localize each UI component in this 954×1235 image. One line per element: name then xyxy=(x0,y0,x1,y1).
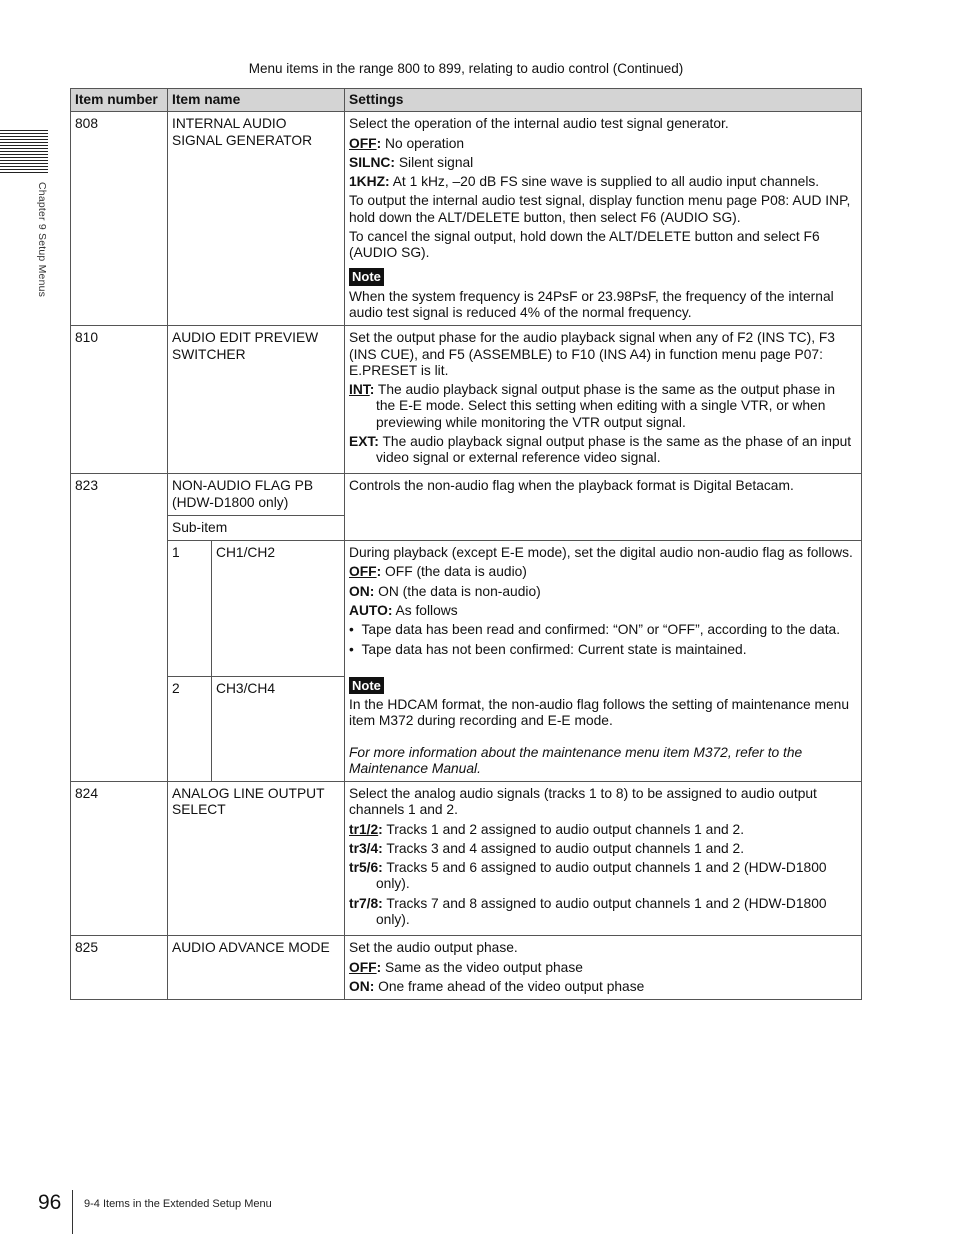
table-header-row xyxy=(71,89,862,112)
item-number: 810 xyxy=(71,326,168,474)
item-settings xyxy=(345,326,862,474)
item-name: ANALOG LINE OUTPUT SELECT xyxy=(168,782,345,936)
subitem-name: CH1/CH2 xyxy=(212,541,345,677)
table-row xyxy=(71,112,862,326)
setting-option: SILNC: Silent signal xyxy=(349,154,474,170)
subitem-row xyxy=(71,541,862,677)
subitem-name: CH3/CH4 xyxy=(212,677,345,782)
setting-option: ON: ON (the data is non-audio) xyxy=(349,583,541,599)
note-label: Note xyxy=(349,677,384,694)
subitem-label: Sub-item xyxy=(168,515,345,540)
subitem-number: 1 xyxy=(168,541,212,677)
header-settings: Settings xyxy=(345,89,862,112)
settings-intro: During playback (except E-E mode), set the digital audio non-audio flag as follows. xyxy=(349,545,853,561)
item-settings xyxy=(345,936,862,1000)
bullet-item: • Tape data has been read and confirmed: “ON” or “OFF”, according to the data. xyxy=(349,622,841,638)
table-row xyxy=(71,326,862,474)
setting-option: 1KHZ: At 1 kHz, –20 dB FS sine wave is supplied to all audio input channels. xyxy=(349,174,820,190)
setting-option: OFF: Same as the video output phase xyxy=(349,959,583,975)
setting-option: tr5/6: Tracks 5 and 6 assigned to audio output channels 1 and 2 (HDW-D1800 only). xyxy=(349,860,827,892)
setting-option: tr7/8: Tracks 7 and 8 assigned to audio output channels 1 and 2 (HDW-D1800 only). xyxy=(349,895,827,928)
item-settings xyxy=(345,474,862,541)
item-settings xyxy=(345,112,862,326)
chapter-tab-label: Chapter 9 Setup Menus xyxy=(36,182,48,298)
setting-option: OFF: OFF (the data is audio) xyxy=(349,564,527,580)
item-name: AUDIO ADVANCE MODE xyxy=(168,936,345,1000)
item-number: 825 xyxy=(71,936,168,1000)
subitem-settings xyxy=(345,541,862,782)
bullet-item: • Tape data has not been confirmed: Current state is maintained. xyxy=(349,641,747,657)
table-row xyxy=(71,474,862,516)
header-item-name: Item name xyxy=(168,89,345,112)
item-settings xyxy=(345,782,862,936)
setting-option: tr3/4: Tracks 3 and 4 assigned to audio output channels 1 and 2. xyxy=(349,840,745,856)
item-number: 808 xyxy=(71,112,168,326)
item-name: AUDIO EDIT PREVIEW SWITCHER xyxy=(168,326,345,474)
table-caption: Menu items in the range 800 to 899, relating to audio control (Continued) xyxy=(248,61,684,76)
subitem-number: 2 xyxy=(168,677,212,782)
note-text: When the system frequency is 24PsF or 23.98PsF, the frequency of the internal audio test signal is reduced 4% of the normal frequency. xyxy=(349,288,834,320)
settings-paragraph: To output the internal audio test signal, display function menu page P08: AUD INP, hold down the ALT/DELETE button, then select F6 (AUDIO SG). xyxy=(349,193,851,225)
menu-items-table xyxy=(70,88,862,1000)
header-item-number: Item number xyxy=(71,89,168,112)
item-number: 823 xyxy=(71,474,168,782)
settings-intro: Select the operation of the internal audio test signal generator. xyxy=(349,116,729,132)
settings-intro: Controls the non-audio flag when the playback format is Digital Betacam. xyxy=(349,478,794,494)
reference-text: For more information about the maintenance menu item M372, refer to the Maintenance Manual. xyxy=(349,744,803,776)
settings-intro: Set the output phase for the audio playback signal when any of F2 (INS TC), F3 (INS CUE), and F5 (ASSEMBLE) to F10 (INS A4) in function menu page P07: E.PRESET is lit. xyxy=(349,330,835,378)
page-number: 96 xyxy=(38,1191,62,1214)
settings-paragraph: To cancel the signal output, hold down the ALT/DELETE button and select F6 (AUDIO SG). xyxy=(349,228,820,261)
item-name: INTERNAL AUDIO SIGNAL GENERATOR xyxy=(168,112,345,326)
note-label: Note xyxy=(349,268,384,285)
settings-intro: Set the audio output phase. xyxy=(349,940,518,956)
setting-option: AUTO: As follows xyxy=(349,602,458,618)
table-row xyxy=(71,936,862,1000)
item-name: NON-AUDIO FLAG PB (HDW-D1800 only) xyxy=(168,474,345,516)
setting-option: OFF: No operation xyxy=(349,135,465,151)
setting-option: tr1/2: Tracks 1 and 2 assigned to audio output channels 1 and 2. xyxy=(349,821,745,837)
setting-option: INT: The audio playback signal output phase is the same as the output phase in the E-E mode. Select this setting when editing with a single VTR, or when previewing while monitoring the VTR output signal. xyxy=(349,382,836,430)
footer-section-title: 9-4 Items in the Extended Setup Menu xyxy=(84,1198,272,1210)
setting-option: ON: One frame ahead of the video output phase xyxy=(349,978,645,994)
footer-divider xyxy=(72,1190,73,1234)
settings-intro: Select the analog audio signals (tracks 1 to 8) to be assigned to audio output channels 1 and 2. xyxy=(349,786,817,818)
table-row xyxy=(71,782,862,936)
setting-option: EXT: The audio playback signal output phase is the same as the phase of an input video signal or external reference video signal. xyxy=(349,433,852,466)
note-text: In the HDCAM format, the non-audio flag follows the setting of maintenance menu item M372 during recording and E-E mode. xyxy=(349,697,850,729)
chapter-tab-rule xyxy=(0,130,48,174)
item-number: 824 xyxy=(71,782,168,936)
